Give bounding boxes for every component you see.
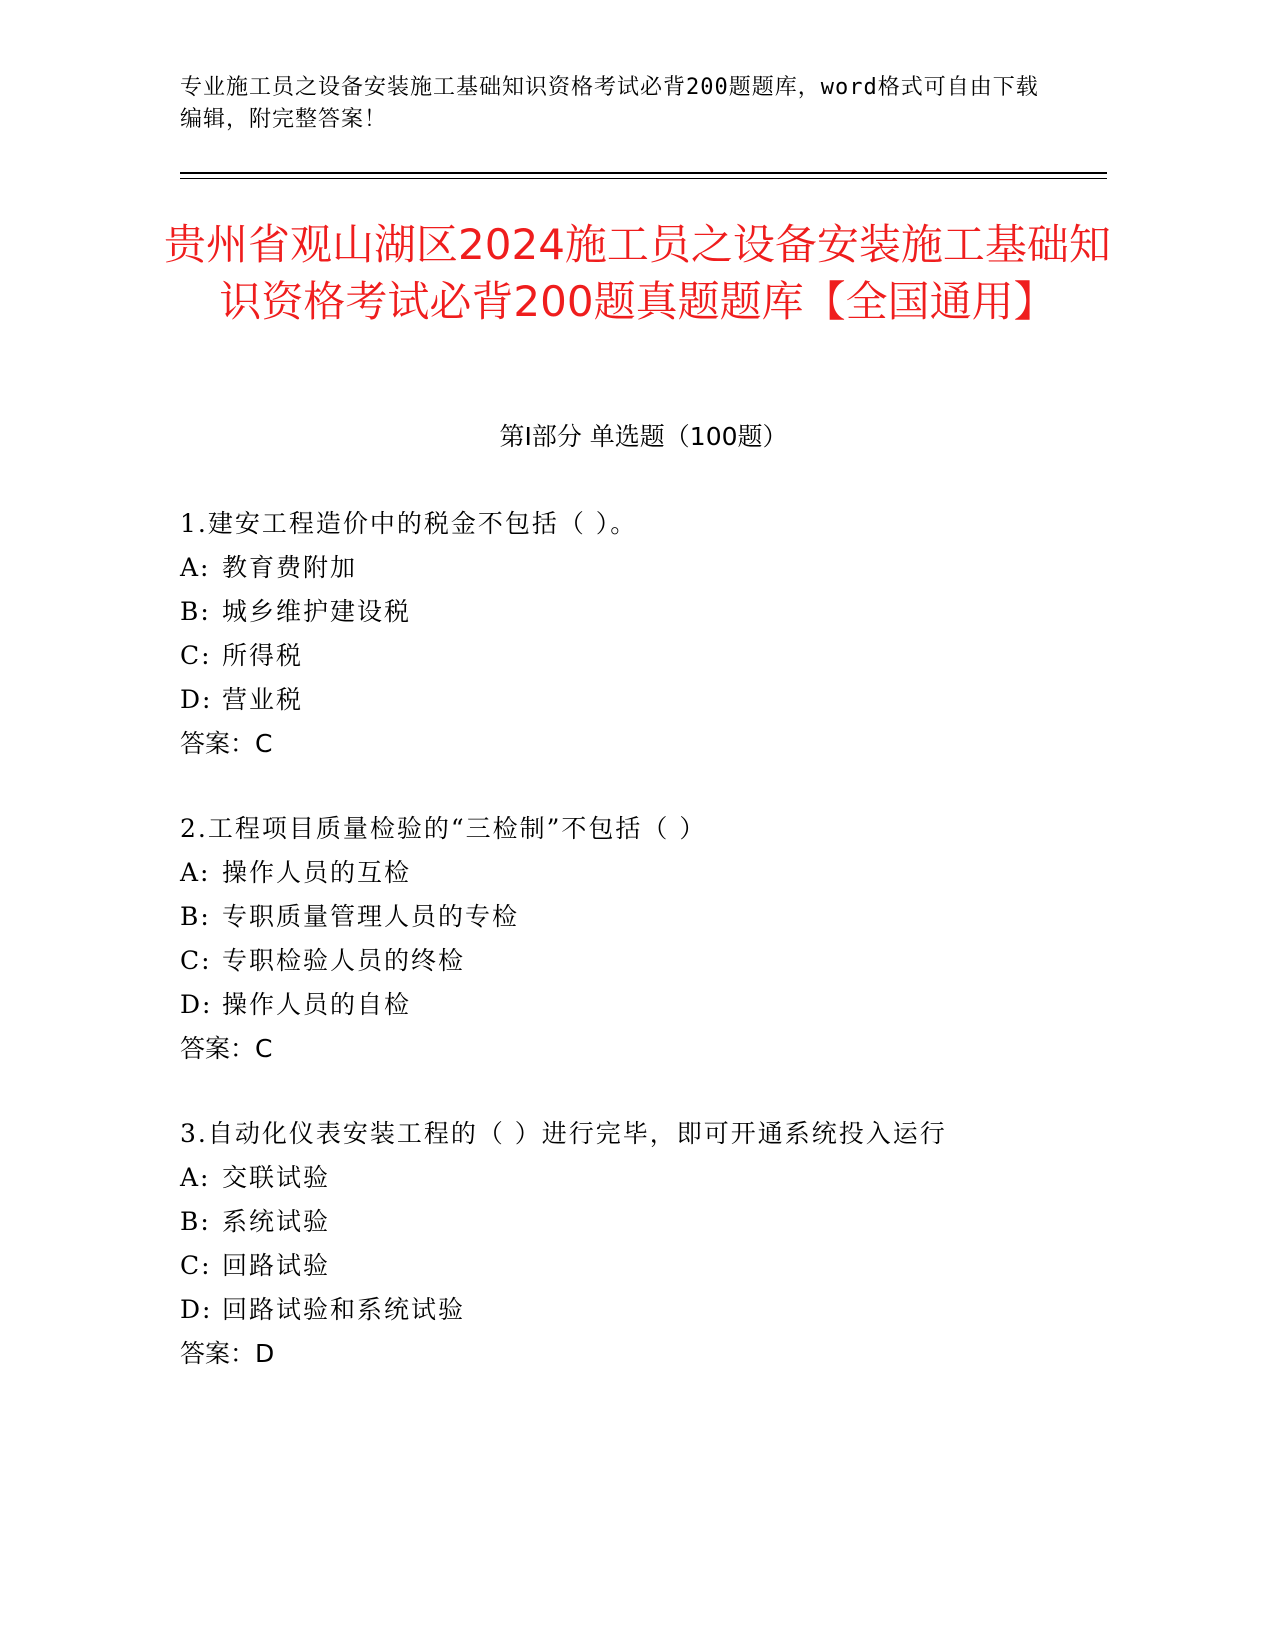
option-c [180, 634, 1107, 678]
question-stem: 1.建安工程造价中的税金不包括（ ）。 [180, 509, 638, 538]
option-key: A: [180, 553, 211, 582]
option-text: 操作人员的自检 [222, 990, 412, 1019]
document-header-note: 专业施工员之设备安装施工基础知识资格考试必背200题题库，word格式可自由下载编辑，附完整答案！ [180, 75, 1039, 132]
option-c [180, 939, 1107, 983]
option-key: D: [180, 1295, 213, 1324]
option-b [180, 1200, 1107, 1244]
option-a [180, 1156, 1107, 1200]
header-divider-thick [180, 172, 1107, 174]
option-a [180, 851, 1107, 895]
option-b [180, 590, 1107, 634]
header-divider-thin [180, 178, 1107, 179]
option-d [180, 1288, 1107, 1332]
section-heading: 第I部分 单选题（100题） [499, 422, 788, 451]
option-text: 专职质量管理人员的专检 [222, 902, 520, 931]
option-text: 专职检验人员的终检 [222, 946, 466, 975]
option-c [180, 1244, 1107, 1288]
option-key: A: [180, 1163, 211, 1192]
option-key: D: [180, 990, 213, 1019]
question-stem: 3.自动化仪表安装工程的（ ）进行完毕，即可开通系统投入运行 [180, 1119, 947, 1148]
answer-line: 答案：D [180, 1339, 275, 1368]
option-text: 城乡维护建设税 [222, 597, 412, 626]
question-2 [180, 807, 1107, 1071]
option-key: A: [180, 858, 211, 887]
option-text: 回路试验 [222, 1251, 331, 1280]
option-text: 营业税 [222, 685, 304, 714]
option-a [180, 546, 1107, 590]
option-text: 教育费附加 [222, 553, 358, 582]
option-key: C: [180, 1251, 212, 1280]
option-b [180, 895, 1107, 939]
answer-line: 答案：C [180, 1034, 273, 1063]
option-key: B: [180, 1207, 211, 1236]
option-key: B: [180, 597, 211, 626]
option-text: 系统试验 [222, 1207, 331, 1236]
option-key: B: [180, 902, 211, 931]
option-text: 所得税 [222, 641, 304, 670]
option-key: D: [180, 685, 213, 714]
question-1 [180, 502, 1107, 766]
answer-line: 答案：C [180, 729, 273, 758]
question-stem: 2.工程项目质量检验的“三检制”不包括（ ） [180, 814, 707, 843]
option-d [180, 983, 1107, 1027]
option-d [180, 678, 1107, 722]
option-text: 回路试验和系统试验 [222, 1295, 466, 1324]
document-title: 贵州省观山湖区2024施工员之设备安装施工基础知识资格考试必背200题真题题库【全国通用】 [164, 220, 1111, 326]
question-3 [180, 1112, 1107, 1376]
option-key: C: [180, 641, 212, 670]
option-text: 交联试验 [222, 1163, 331, 1192]
option-text: 操作人员的互检 [222, 858, 412, 887]
option-key: C: [180, 946, 212, 975]
